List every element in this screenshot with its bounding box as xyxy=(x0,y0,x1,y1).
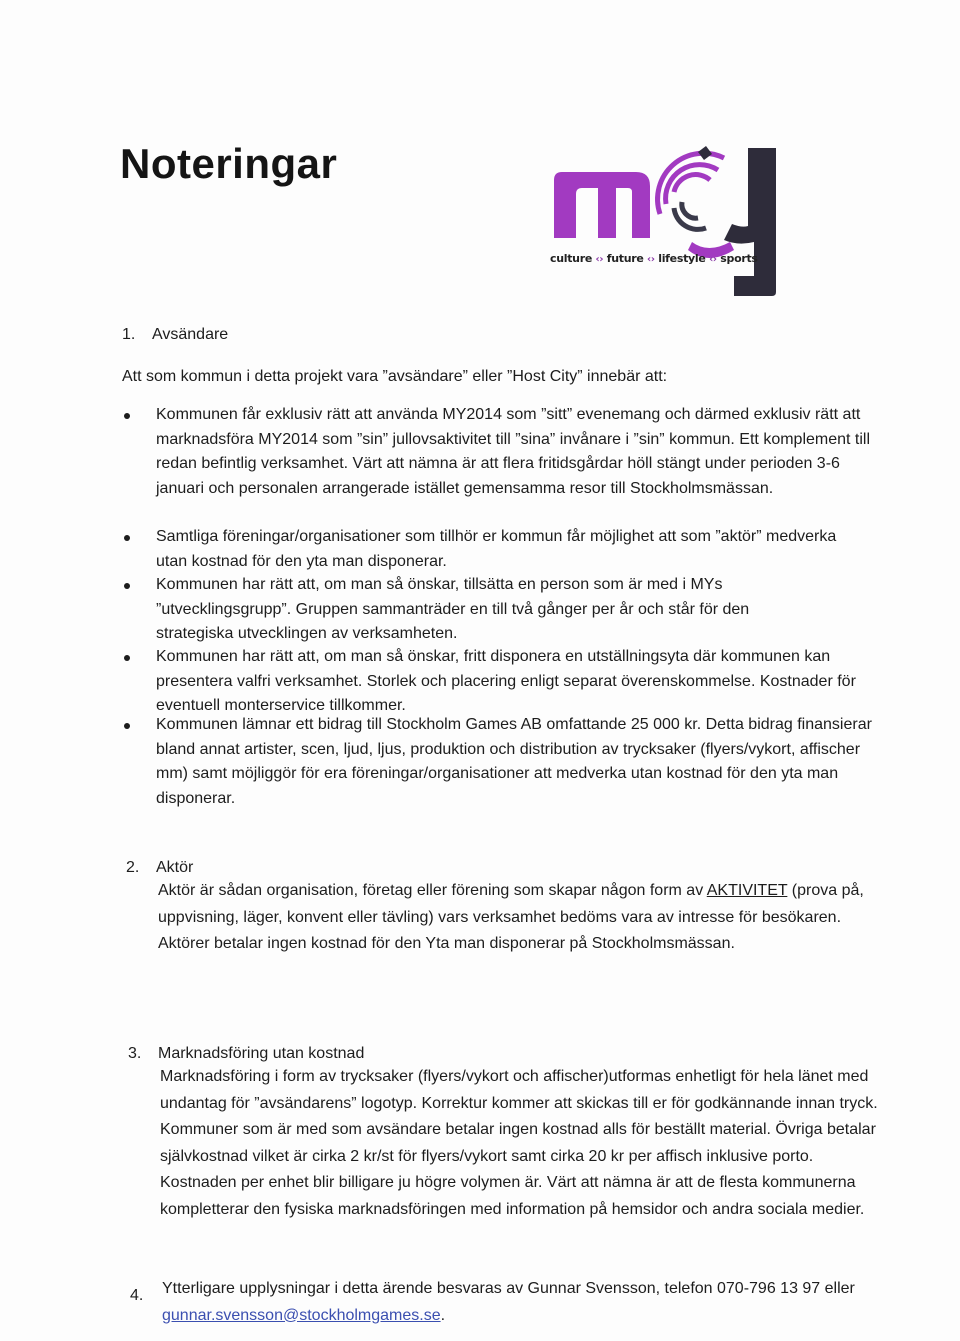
my-logo xyxy=(548,142,784,298)
page-title: Noteringar xyxy=(120,140,338,187)
bullet-icon xyxy=(124,583,130,589)
section-3-text: Marknadsföring i form av trycksaker (flyers/vykort och affischer)utformas enhetligt för hela länet med undantag för ”avsändarens” logotyp. Korrektur kommer att skickas till er för godkännande innan tryck. Kommuner som är med som avsändare betalar ingen kostnad alls för beställt material. Övriga betalar självkostnad vilket är cirka 2 kr/st för flyers/vykort samt cirka 20 kr per affisch inklusive porto. Kostnaden per enhet blir billigare ju högre volymen är. Värt att nämna är att de flesta kommunerna kompletterar den fysiska marknadsföringen med information på hemsidor och andra sociala medier. xyxy=(160,1068,878,1218)
section-1-intro: Att som kommun i detta projekt vara ”avsändare” eller ”Host City” innebär att: xyxy=(122,368,668,385)
email-link[interactable]: gunnar.svensson@stockholmgames.se xyxy=(162,1306,441,1324)
logo-tagline: culture ‹› future ‹› lifestyle ‹› sports xyxy=(550,252,758,265)
section-4-text: Ytterligare upplysningar i detta ärende besvaras av Gunnar Svensson, telefon 070-796 13 97 eller gunnar.svensson@stockholmgames.se. xyxy=(162,1280,855,1324)
bullet-icon xyxy=(124,413,130,419)
section-2-text: Aktör är sådan organisation, företag eller förening som skapar någon form av AKTIVITET (prova på, uppvisning, läger, konvent eller tävling) vars verksamhet bedöms vara av intresse för besökaren. Aktörer betalar ingen kostnad för den Yta man disponerar på Stockholmsmässan. xyxy=(158,882,864,952)
bullet-icon xyxy=(124,535,130,541)
document-page: Noteringar culture ‹› future ‹› lifestyle ‹› sports 1. Avsändare Att som kommun i detta projekt vara ”avsändare” eller ”Host City” innebär att: Kommunen får exklusiv rätt att använda MY2014 som ”sitt” evenemang och därmed exklusiv rätt att marknadsföra MY2014 som ”sin” jullovsaktivitet till ”sina” invånare i ”sin” kommun. Ett komplement till redan befintlig verksamhet. Värt att nämna är att flera fritidsgårdar höll stängt under perioden 3-6 januari och personalen arrangerade istället gemensamma resor till Stockholmsmässan. Samtliga föreningar/organisationer som tillhör er kommun får möjlighet att som ”aktör” medverka utan kostnad för den yta man disponerar. Kommunen har rätt att, om man så önskar, tillsätta en person som är med i MYs ”utvecklingsgrupp”. Gruppen sammanträder en till två gånger per år och står för den strategiska utvecklingen av verksamheten. Kommunen har rätt att, om man så önskar, fritt disponera en utställningsyta där kommunen kan presentera valfri verksamhet. Storlek och placering enligt separat överenskommelse. Kostnader för eventuell monterservice tillkommer. Kommunen lämnar ett bidrag till Stockholm Games AB omfattande 25 000 kr. Detta bidrag finansierar bland annat artister, scen, ljud, ljus, produktion och distribution av trycksaker (flyers/vykort, affischer mm) samt möjliggör för era föreningar/organisationer att medverka utan kostnad för den yta man disponerar. 2. Aktör Aktör är sådan organisation, företag eller förening som skapar någon form av AKTIVITET (prova på, uppvisning, läger, konvent eller tävling) vars verksamhet bedöms vara av intresse för besökaren. Aktörer betalar ingen kostnad för den Yta man disponerar på Stockholmsmässan. 3. Marknadsföring utan kostnad Marknadsföring i form av trycksaker (flyers/vykort och affischer)utformas enhetligt för hela länet med undantag för ”avsändarens” logotyp. Korrektur kommer att skickas till er för godkännande innan tryck. Kommuner som är med som avsändare betalar ingen kostnad alls för beställt material. Övriga betalar självkostnad vilket är cirka 2 kr/st för flyers/vykort samt cirka 20 kr per affisch inklusive porto. Kostnaden per enhet blir billigare ju högre volymen är. Värt att nämna är att de flesta kommunerna kompletterar den fysiska marknadsföringen med information på hemsidor och andra sociala medier. 4. Ytterligare upplysningar i detta ärende besvaras av Gunnar Svensson, telefon 070-796 13 97 eller gunnar.svensson@stockholmgames.se. xyxy=(0,0,960,1341)
bullet-icon xyxy=(124,655,130,661)
bullet-icon xyxy=(124,723,130,729)
logo-graphic xyxy=(548,142,784,298)
